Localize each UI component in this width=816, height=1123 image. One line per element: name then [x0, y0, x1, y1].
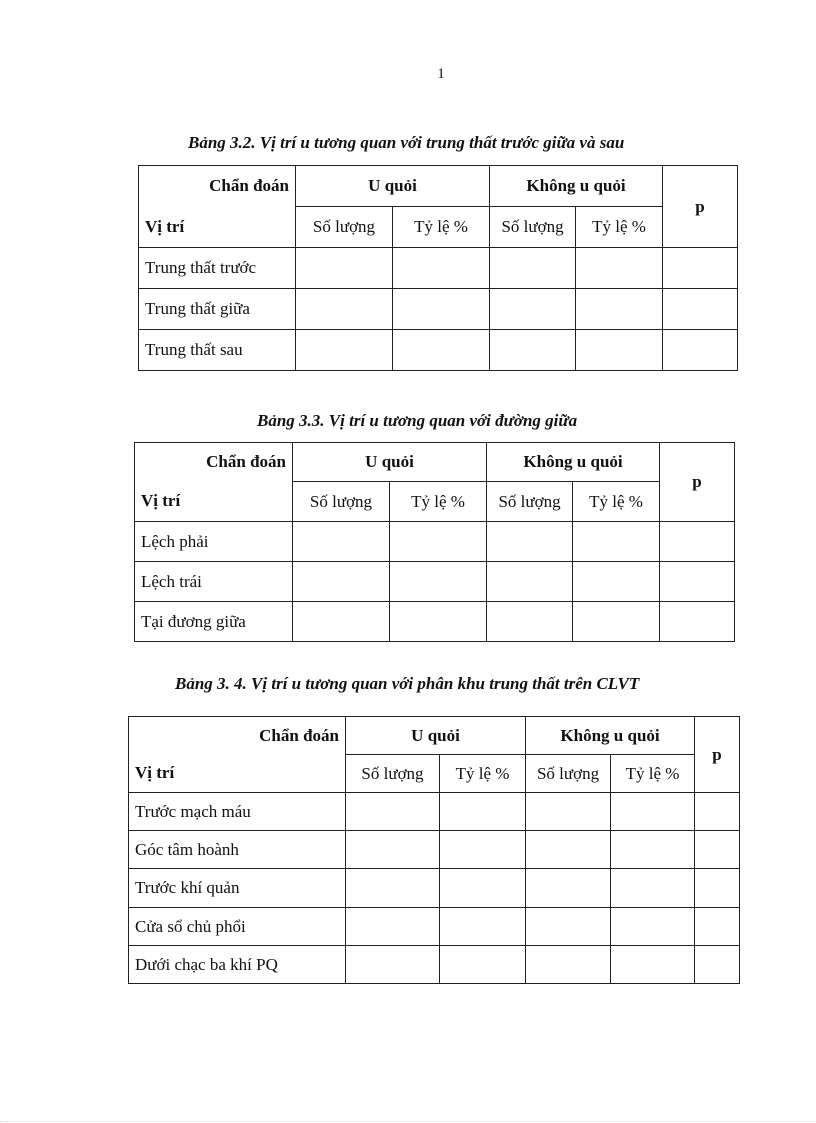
table-cell [526, 946, 611, 984]
table-cell [346, 946, 440, 984]
table-cell [487, 522, 573, 562]
row-label: Trước khí quản [129, 869, 346, 908]
table-cell [660, 562, 735, 602]
table-cell [663, 248, 738, 289]
diagnosis-header: Chẩn đoán [135, 443, 293, 482]
table-cell [296, 289, 393, 330]
table-cell [440, 831, 526, 869]
table-cell [390, 602, 487, 642]
table-cell [695, 831, 740, 869]
table-cell [695, 946, 740, 984]
table-3-2-caption: Bảng 3.2. Vị trí u tương quan với trung thất trước giữa và sau [188, 133, 625, 152]
count-header: Số lượng [526, 755, 611, 793]
tumor-group-header: U quỏi [296, 166, 490, 207]
table-cell [611, 908, 695, 946]
table-cell [611, 831, 695, 869]
table-cell [663, 289, 738, 330]
table-cell [611, 793, 695, 831]
table-cell [576, 330, 663, 371]
percent-header: Tỷ lệ % [611, 755, 695, 793]
page-number: 1 [437, 66, 445, 82]
table-cell [487, 602, 573, 642]
row-label: Lệch phải [135, 522, 293, 562]
page-bottom-divider [0, 1121, 816, 1122]
count-header: Số lượng [487, 482, 573, 522]
table-3-4-caption: Bảng 3. 4. Vị trí u tương quan với phân khu trung thất trên CLVT [175, 674, 640, 693]
table-3-2 [138, 165, 738, 371]
percent-header: Tỷ lệ % [573, 482, 660, 522]
table-cell [526, 908, 611, 946]
no-tumor-group-header: Không u quỏi [487, 443, 660, 482]
row-label: Cửa sổ chủ phổi [129, 908, 346, 946]
table-cell [440, 869, 526, 908]
percent-header: Tỷ lệ % [390, 482, 487, 522]
position-header: Vị trí [129, 755, 346, 793]
table-cell [526, 869, 611, 908]
table-cell [526, 793, 611, 831]
count-header: Số lượng [296, 207, 393, 248]
table-cell [573, 602, 660, 642]
row-label: Trung thất sau [139, 330, 296, 371]
position-header: Vị trí [139, 207, 296, 248]
percent-header: Tỷ lệ % [440, 755, 526, 793]
p-value-header: p [660, 443, 735, 522]
table-cell [490, 248, 576, 289]
row-label: Góc tâm hoành [129, 831, 346, 869]
row-label: Lệch trái [135, 562, 293, 602]
table-3-4 [128, 716, 740, 984]
table-cell [346, 869, 440, 908]
table-cell [296, 248, 393, 289]
table-3-3 [134, 442, 735, 642]
table-cell [695, 793, 740, 831]
table-row [139, 289, 738, 330]
no-tumor-group-header: Không u quỏi [490, 166, 663, 207]
table-cell [576, 248, 663, 289]
table-cell [660, 522, 735, 562]
count-header: Số lượng [346, 755, 440, 793]
table-cell [487, 562, 573, 602]
table-cell [296, 330, 393, 371]
table-row [129, 793, 740, 831]
row-label: Trung thất trước [139, 248, 296, 289]
position-header: Vị trí [135, 482, 293, 522]
table-cell [573, 562, 660, 602]
table-cell [660, 602, 735, 642]
table-cell [293, 602, 390, 642]
table-cell [293, 562, 390, 602]
p-value-header: p [663, 166, 738, 248]
table-cell [393, 289, 490, 330]
p-value-header: p [695, 717, 740, 793]
table-row [129, 946, 740, 984]
table-cell [611, 869, 695, 908]
table-row [129, 869, 740, 908]
table-cell [490, 289, 576, 330]
diagnosis-header: Chẩn đoán [139, 166, 296, 207]
table-row [129, 908, 740, 946]
tumor-group-header: U quỏi [293, 443, 487, 482]
table-cell [346, 793, 440, 831]
row-label: Trung thất giữa [139, 289, 296, 330]
table-cell [695, 908, 740, 946]
tumor-group-header: U quỏi [346, 717, 526, 755]
table-row [139, 248, 738, 289]
table-cell [393, 330, 490, 371]
table-cell [663, 330, 738, 371]
table-cell [526, 831, 611, 869]
table-cell [576, 289, 663, 330]
table-cell [390, 562, 487, 602]
row-label: Dưới chạc ba khí PQ [129, 946, 346, 984]
table-cell [390, 522, 487, 562]
table-cell [346, 908, 440, 946]
table-cell [611, 946, 695, 984]
table-row [139, 330, 738, 371]
table-cell [346, 831, 440, 869]
table-cell [293, 522, 390, 562]
table-cell [573, 522, 660, 562]
table-row [135, 602, 735, 642]
table-cell [440, 793, 526, 831]
table-cell [393, 248, 490, 289]
no-tumor-group-header: Không u quỏi [526, 717, 695, 755]
diagnosis-header: Chẩn đoán [129, 717, 346, 755]
table-row [135, 522, 735, 562]
percent-header: Tỷ lệ % [576, 207, 663, 248]
row-label: Trước mạch máu [129, 793, 346, 831]
count-header: Số lượng [490, 207, 576, 248]
table-cell [490, 330, 576, 371]
table-cell [440, 946, 526, 984]
row-label: Tại đương giữa [135, 602, 293, 642]
table-row [135, 562, 735, 602]
table-cell [440, 908, 526, 946]
table-row [129, 831, 740, 869]
percent-header: Tỷ lệ % [393, 207, 490, 248]
table-3-3-caption: Bảng 3.3. Vị trí u tương quan với đường giữa [257, 411, 578, 430]
count-header: Số lượng [293, 482, 390, 522]
table-cell [695, 869, 740, 908]
